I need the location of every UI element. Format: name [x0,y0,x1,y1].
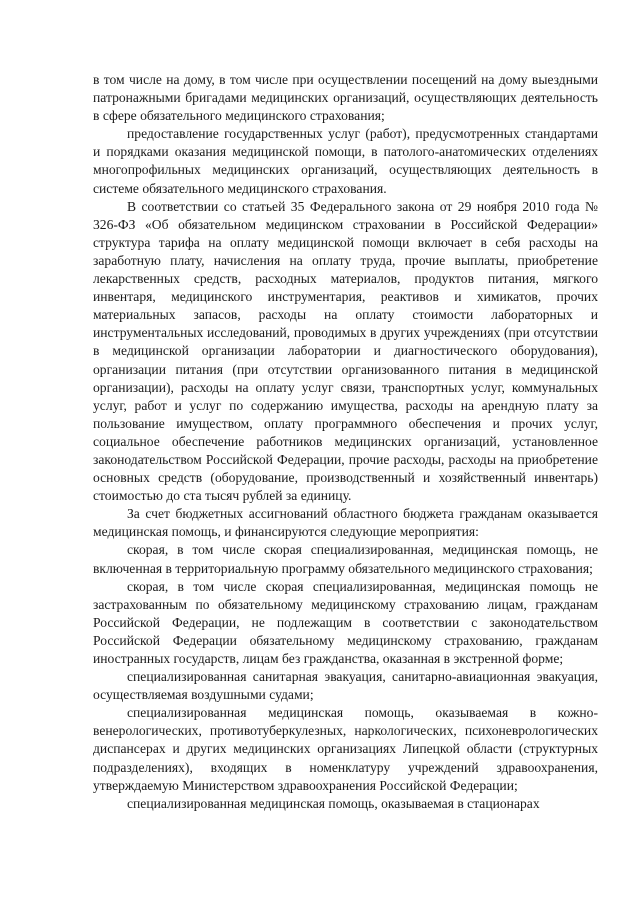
paragraph-4: За счет бюджетных ассигнований областного бюджета гражданам оказывается медицинская помощь, и финансируются следующие мероприятия: [93,506,598,540]
paragraph-3: В соответствии со статьей 35 Федерального закона от 29 ноября 2010 года № 326-ФЗ «Об обязательном медицинском страховании в Российской Федерации» структура тарифа на оплату медицинской помощи включает в себя расходы на заработную плату, начисления на оплату труда, прочие выплаты, приобретение лекарственных средств, расходных материалов, продуктов питания, мягкого инвентаря, медицинского инструментария, реактивов и химикатов, прочих материальных запасов, расходы на оплату стоимости лабораторных и инструментальных исследований, проводимых в других учреждениях (при отсутствии в медицинской организации лаборатории и диагностического оборудования), организации питания (при отсутствии организованного питания в медицинской организации), расходы на оплату услуг связи, транспортных услуг, коммунальных услуг, работ и услуг по содержанию имущества, расходы на арендную плату за пользование имуществом, оплату программного обеспечения и прочих услуг, социальное обеспечение работников медицинских организаций, установленное законодательством Российской Федерации, прочие расходы, расходы на приобретение основных средств (оборудование, производственный и хозяйственный инвентарь) стоимостью до ста тысяч рублей за единицу. [93,198,598,504]
paragraph-8: специализированная медицинская помощь, оказываемая в кожно-венерологических, противотуберкулезных, наркологических, психоневрологических диспансерах и других медицинских организациях Липецкой области (структурных подразделениях), входящих в номенклатуру учреждений здравоохранения, утверждаемую Министерством здравоохранения Российской Федерации; [93,705,598,793]
paragraph-6: скорая, в том числе скорая специализированная, медицинская помощь не застрахованным по обязательному медицинскому страхованию лицам, гражданам Российской Федерации, не подлежащим в соответствии с законодательством Российской Федерации обязательному медицинскому страхованию, гражданам иностранных государств, лицам без гражданства, оказанная в экстренной форме; [93,578,598,666]
paragraph-1: в том числе на дому, в том числе при осуществлении посещений на дому выездными патронажными бригадами медицинских организаций, осуществляющих деятельность в сфере обязательного медицинского страхования; [93,72,598,124]
paragraph-7: специализированная санитарная эвакуация, санитарно-авиационная эвакуация, осуществляемая воздушными судами; [93,669,598,703]
document-body [93,71,598,813]
paragraph-2: предоставление государственных услуг (работ), предусмотренных стандартами и порядками оказания медицинской помощи, в патолого-анатомических отделениях многопрофильных медицинских организаций, осуществляющих деятельность в системе обязательного медицинского страхования. [93,126,598,196]
paragraph-9: специализированная медицинская помощь, оказываемая в стационарах [127,795,540,811]
paragraph-5: скорая, в том числе скорая специализированная, медицинская помощь, не включенная в территориальную программу обязательного медицинского страхования; [93,542,598,576]
